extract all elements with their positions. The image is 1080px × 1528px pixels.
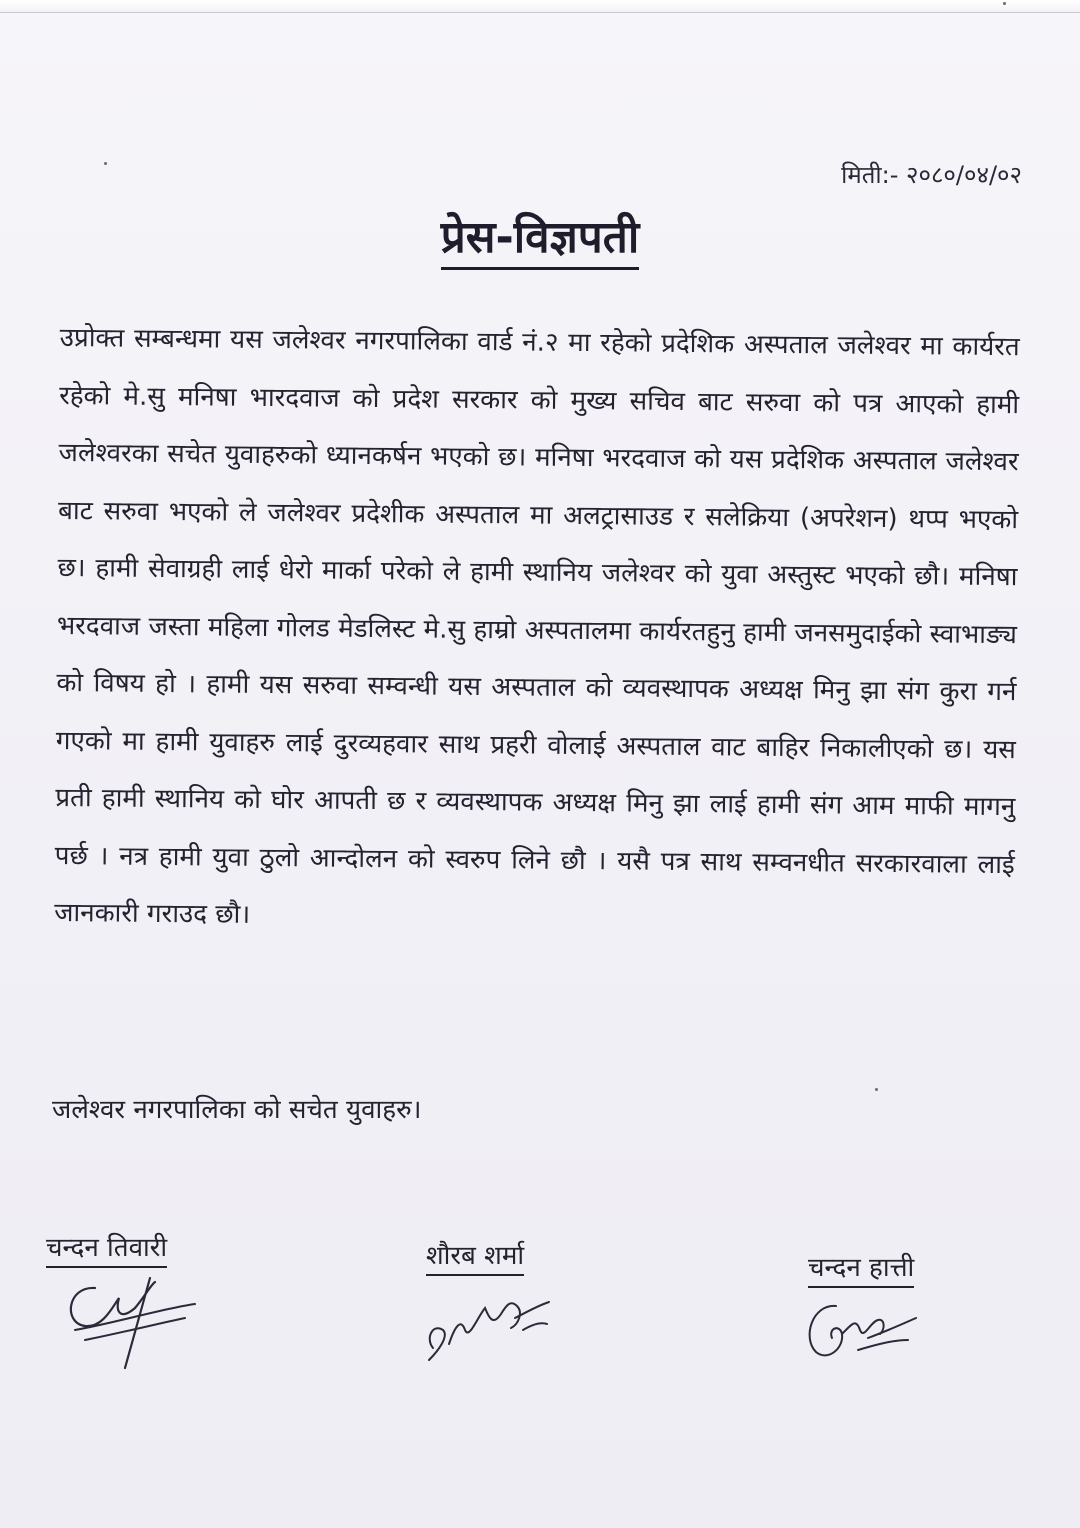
document-title [0,205,1080,265]
signatory-2-name: शौरब शर्मा [426,1236,524,1276]
document-date: मिती:- २०८०/०४/०२ [841,161,1022,189]
signature-1-drawing [55,1268,215,1378]
document-closing: जलेश्वर नगरपालिका को सचेत युवाहरु। [52,1095,422,1125]
paper-top-edge [0,0,1080,13]
paper-speck [875,1088,878,1091]
signatory-1 [46,1228,167,1268]
signatory-2 [426,1236,524,1276]
signature-3-drawing [798,1288,938,1378]
signatory-1-name: चन्दन तिवारी [46,1228,167,1268]
paper-speck [1003,2,1006,5]
document-title-text: प्रेस-विज्ञपती [441,212,640,270]
paper-speck [104,162,107,165]
signatory-3 [808,1248,914,1288]
document-body: उप्रोक्त सम्बन्धमा यस जलेश्वर नगरपालिका वार्ड नं.२ मा रहेको प्रदेशिक अस्पताल जलेश्वर मा कार्यरत रहेको मे.सु मनिषा भारदवाज को प्रदेश सरकार को मुख्य सचिव बाट सरुवा को पत्र आएको हामी जलेश्वरका सचेत युवाहरुको ध्यानकर्षन भएको छ। मनिषा भरदवाज को यस प्रदेशिक अस्पताल जलेश्वर बाट सरुवा भएको ले जलेश्वर प्रदेशीक अस्पताल मा अलट्रासाउड र सलेक्रिया (अपरेशन) थप्प भएको छ। हामी सेवाग्रही लाई धेरो मार्का परेको ले हामी स्थानिय जलेश्वर को युवा अस्तुस्ट भएको छौ। मनिषा भरदवाज जस्ता महिला गोलड मेडलिस्ट मे.सु हाम्रो अस्पतालमा कार्यरतहुनु हामी जनसमुदाईको स्वाभाङ्य को विषय हो । हामी यस सरुवा सम्वन्धी यस अस्पताल को व्यवस्थापक अध्यक्ष मिनु झा संग कुरा गर्न गएको मा हामी युवाहरु लाई दुरव्यहवार साथ प्रहरी वोलाई अस्पताल वाट बाहिर निकालीएको छ। यस प्रती हामी स्थानिय को घोर आपती छ र व्यवस्थापक अध्यक्ष मिनु झा लाई हामी संग आम माफी मागनु पर्छ । नत्र हामी युवा ठुलो आन्दोलन को स्वरुप लिने छौ । यसै पत्र साथ सम्वनधीत सरकारवाला लाई जानकारी गराउद छौ। [54,322,1020,930]
signatory-3-name: चन्दन हात्ती [808,1248,914,1288]
signature-2-drawing [415,1278,575,1368]
